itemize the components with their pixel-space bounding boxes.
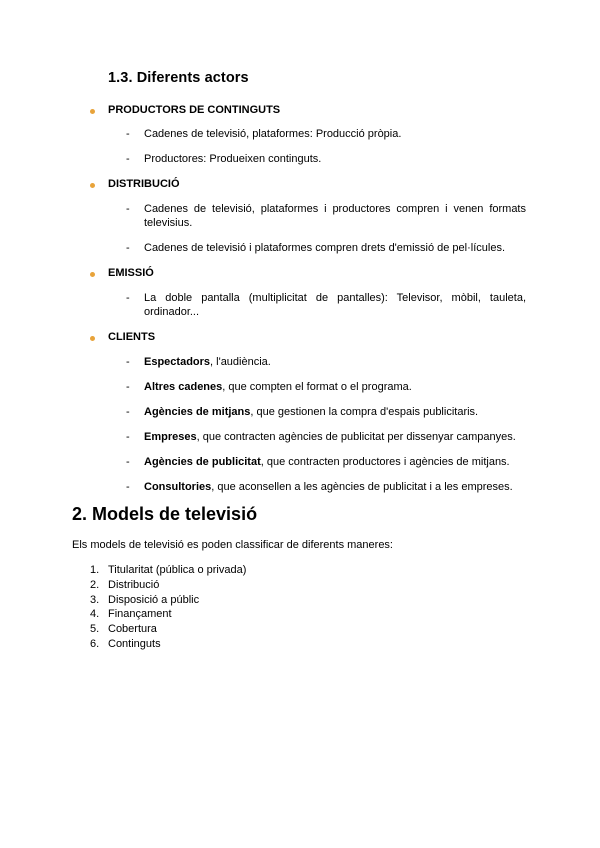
item-rest: , que aconsellen a les agències de publicitat i a les empreses. xyxy=(211,481,513,493)
category-label: PRODUCTORS DE CONTINGUTS xyxy=(108,104,281,116)
item-text xyxy=(144,455,526,469)
item-bold: Agències de publicitat xyxy=(144,456,261,468)
item-text: Cadenes de televisió, plataformes i productores compren i venen formats televisius. xyxy=(144,203,526,229)
list-text: Titularitat (pública o privada) xyxy=(108,564,247,576)
list-text: Disposició a públic xyxy=(108,593,200,606)
item-rest: , que gestionen la compra d'espais publicitaris. xyxy=(250,406,479,418)
dash-marker: - xyxy=(126,481,130,493)
dash-marker: - xyxy=(126,356,130,368)
dash-marker: - xyxy=(126,292,130,304)
list-number: 6. xyxy=(90,637,100,650)
category-label: DISTRIBUCIÓ xyxy=(108,178,180,190)
list-text: Cobertura xyxy=(108,623,157,636)
item-rest: , que contracten agències de publicitat per dissenyar campanyes. xyxy=(196,431,516,443)
list-text: Finançament xyxy=(108,608,172,621)
item-text xyxy=(144,405,526,419)
list-number: 3. xyxy=(90,593,100,606)
item-rest: , que contracten productores i agències de mitjans. xyxy=(260,456,510,468)
dash-marker: - xyxy=(126,153,130,165)
list-item xyxy=(90,563,246,578)
item-text xyxy=(144,355,526,369)
item-bold: Espectadors xyxy=(144,356,211,368)
list-number: 1. xyxy=(90,564,100,576)
list-text: Distribució xyxy=(108,578,160,591)
dash-marker: - xyxy=(126,128,130,140)
item-bold: Empreses xyxy=(144,431,197,443)
category-label: EMISSIÓ xyxy=(108,267,154,279)
item-bold: Agències de mitjans xyxy=(144,406,251,418)
list-item xyxy=(90,622,246,637)
dash-marker: - xyxy=(126,406,130,418)
dash-marker: - xyxy=(126,242,130,254)
item-rest: , l'audiència. xyxy=(210,356,271,368)
list-text: Continguts xyxy=(108,637,161,650)
section-heading: 1.3. Diferents actors xyxy=(108,70,249,86)
list-number: 4. xyxy=(90,608,100,621)
models-intro: Els models de televisió es poden classificar de diferents maneres: xyxy=(72,539,393,551)
list-item xyxy=(90,593,246,608)
item-rest: , que compten el format o el programa. xyxy=(222,381,412,393)
category-label: CLIENTS xyxy=(108,331,156,343)
list-item xyxy=(90,637,246,652)
models-heading: 2. Models de televisió xyxy=(72,504,258,524)
item-text: Cadenes de televisió i plataformes compren drets d'emissió de pel·lícules. xyxy=(144,242,505,254)
list-number: 2. xyxy=(90,578,100,591)
list-item xyxy=(90,607,246,622)
dash-marker: - xyxy=(126,456,130,468)
item-text: Productores: Produeixen continguts. xyxy=(144,153,322,165)
bullet-dot-icon xyxy=(90,109,95,114)
item-text xyxy=(144,430,526,444)
bullet-dot-icon xyxy=(90,183,95,188)
models-list xyxy=(90,563,246,652)
bullet-dot-icon xyxy=(90,272,95,277)
bullet-dot-icon xyxy=(90,336,95,341)
dash-marker: - xyxy=(126,203,130,215)
item-bold: Consultories xyxy=(144,481,212,493)
item-text: Cadenes de televisió, plataformes: Producció pròpia. xyxy=(144,128,402,140)
list-number: 5. xyxy=(90,623,100,636)
item-text: La doble pantalla (multiplicitat de pantalles): Televisor, mòbil, tauleta, ordinador... xyxy=(144,292,526,318)
item-bold: Altres cadenes xyxy=(144,381,223,393)
item-text xyxy=(144,380,526,394)
dash-marker: - xyxy=(126,381,130,393)
list-item xyxy=(90,578,246,593)
item-text xyxy=(144,480,526,494)
dash-marker: - xyxy=(126,431,130,443)
